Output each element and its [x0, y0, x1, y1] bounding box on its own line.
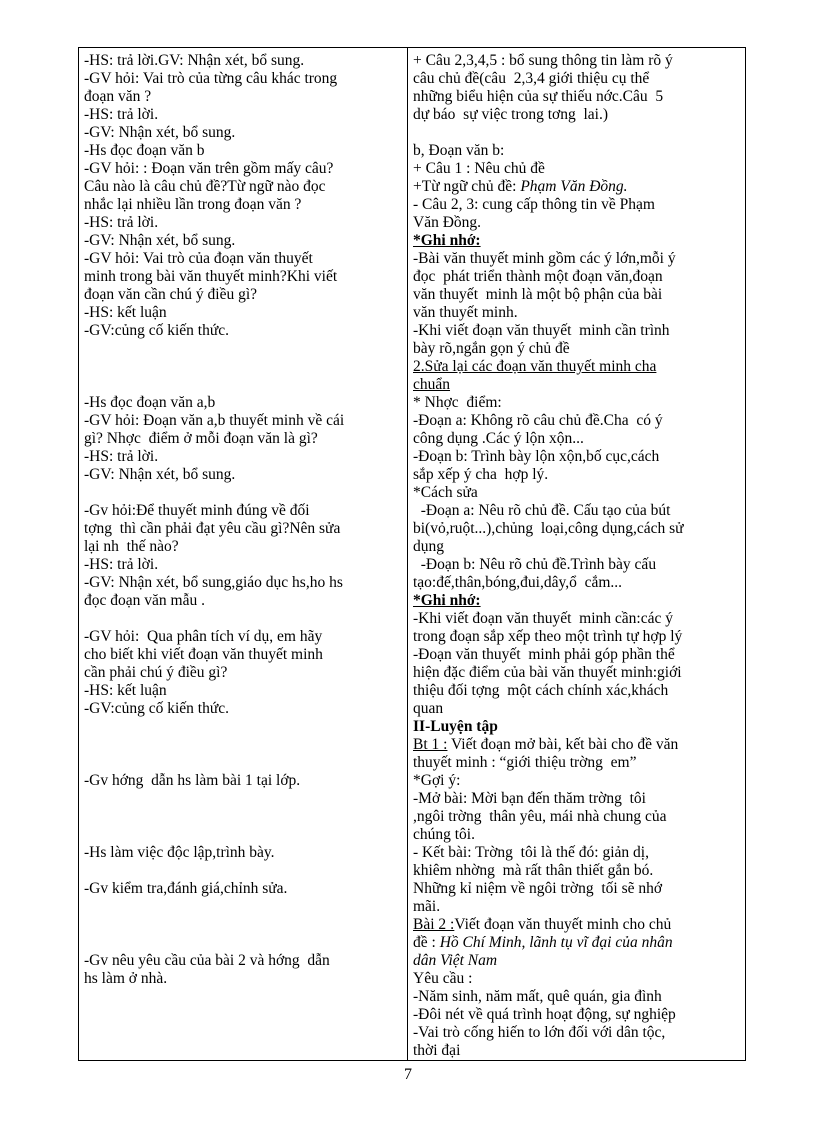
text-line: -Đoạn văn thuyết minh phải góp phần thể — [413, 646, 675, 663]
text-line: b, Đoạn văn b: — [413, 142, 505, 159]
text-line: -Hs đọc đoạn văn a,b — [84, 394, 216, 411]
text-line: bày rõ,ngắn gọn ý chủ đề — [413, 340, 570, 357]
text-line: minh trong bài văn thuyết minh?Khi viết — [84, 268, 338, 285]
text-line: dự báo sự việc trong tơng lai.) — [413, 106, 609, 123]
text-line: chuẩn — [413, 376, 451, 393]
text-line: -GV: Nhận xét, bổ sung. — [84, 232, 236, 249]
lesson-content-column — [413, 52, 741, 1060]
spacer — [84, 898, 402, 952]
text-line: -Khi viết đoạn văn thuyết minh cần trình — [413, 322, 670, 339]
spacer — [84, 718, 402, 772]
spacer — [413, 124, 741, 142]
text-line: dân Việt Nam — [413, 952, 498, 969]
text-line: *Gợi ý: — [413, 772, 461, 789]
text-line: chúng tôi. — [413, 826, 475, 843]
exercise-label: Bt 1 : — [413, 736, 448, 753]
text-run: đề : — [413, 934, 440, 951]
section-heading: II-Luyện tập — [413, 718, 498, 735]
text-line: -GV:củng cố kiến thức. — [84, 700, 229, 717]
text-line: + Câu 2,3,4,5 : bổ sung thông tin làm rõ ý — [413, 52, 673, 69]
text-line: đoạn văn cần chú ý điều gì? — [84, 286, 258, 303]
text-line: sắp xếp ý cha hợp lý. — [413, 466, 549, 483]
text-line: -Hs làm việc độc lập,trình bày. — [84, 844, 275, 861]
text-line: -HS: trả lời. — [84, 106, 159, 123]
text-line: hiện đặc điểm của bài văn thuyết minh:giới — [413, 664, 682, 681]
text-line: câu chủ đề(câu 2,3,4 giới thiệu cụ thể — [413, 70, 650, 87]
text-line: -Năm sinh, năm mất, quê quán, gia đình — [413, 988, 662, 1005]
text-line: hs làm ở nhà. — [84, 970, 168, 987]
text-line: -Gv hỏi:Để thuyết minh đúng về đối — [84, 502, 310, 519]
text-line: mãi. — [413, 898, 441, 915]
spacer — [84, 340, 402, 394]
text-line — [413, 178, 741, 196]
text-line: -GV: Nhận xét, bổ sung,giáo dục hs,ho hs — [84, 574, 343, 591]
text-line: -HS: trả lời. — [84, 214, 159, 231]
text-line — [413, 736, 741, 754]
text-line: bi(vỏ,ruột...),chủng loại,công dụng,cách sử — [413, 520, 684, 537]
text-line: Câu nào là câu chủ đề?Từ ngữ nào đọc — [84, 178, 326, 195]
text-line: -HS: trả lời.GV: Nhận xét, bổ sung. — [84, 52, 305, 69]
text-line: thiệu đối tợng một cách chính xác,khách — [413, 682, 669, 699]
text-line — [413, 916, 741, 934]
text-line: đọc phát triển thành một đoạn văn,đoạn — [413, 268, 663, 285]
text-line: -GV hỏi: Qua phân tích ví dụ, em hãy — [84, 628, 323, 645]
page-number: 7 — [404, 1066, 412, 1083]
text-run: Viết đoạn văn thuyết minh cho chủ — [454, 916, 672, 933]
text-run: Viết đoạn mở bài, kết bài cho đề văn — [447, 736, 679, 753]
spacer — [84, 610, 402, 628]
text-line: -GV:củng cố kiến thức. — [84, 322, 229, 339]
text-line: -GV hỏi: : Đoạn văn trên gồm mấy câu? — [84, 160, 334, 177]
text-line: -GV hỏi: Đoạn văn a,b thuyết minh về cái — [84, 412, 345, 429]
text-line: tợng thì cần phải đạt yêu cầu gì?Nên sửa — [84, 520, 341, 537]
teacher-student-activities-column — [84, 52, 402, 988]
text-line: những biểu hiện của sự thiếu nớc.Câu 5 — [413, 88, 664, 105]
text-line: *Cách sửa — [413, 484, 478, 501]
text-line: -Đoạn a: Không rõ câu chủ đề.Cha có ý — [413, 412, 663, 429]
text-line: -Đoạn b: Nêu rõ chủ đề.Trình bày cấu — [413, 556, 657, 573]
text-line: -Gv kiểm tra,đánh giá,chỉnh sửa. — [84, 880, 288, 897]
text-line: -Gv nêu yêu cầu của bài 2 và hớng dẫn — [84, 952, 330, 969]
text-line: Những kỉ niệm về ngôi trờng tối sẽ nhớ — [413, 880, 663, 897]
spacer — [84, 862, 402, 880]
text-run: +Từ ngữ chủ đề: — [413, 178, 521, 195]
text-line: Yêu cầu : — [413, 970, 473, 987]
text-line: -HS: trả lời. — [84, 556, 159, 573]
text-line: văn thuyết minh. — [413, 304, 518, 321]
text-line: trong đoạn sắp xếp theo một trình tự hợp lý — [413, 628, 683, 645]
text-line: cho biết khi viết đoạn văn thuyết minh — [84, 646, 323, 663]
text-line: tạo:đế,thân,bóng,đui,dây,ổ cắm... — [413, 574, 623, 591]
text-line: -HS: kết luận — [84, 304, 167, 321]
text-line: đoạn văn ? — [84, 88, 152, 105]
text-line: -Bài văn thuyết minh gồm các ý lớn,mỗi ý — [413, 250, 676, 267]
text-line: văn thuyết minh là một bộ phận của bài — [413, 286, 663, 303]
italic-run: Phạm Văn Đồng. — [520, 178, 628, 195]
text-line: -Khi viết đoạn văn thuyết minh cần:các ý — [413, 610, 673, 627]
text-line: - Kết bài: Trờng tôi là thế đó: giản dị, — [413, 844, 649, 861]
section-heading: *Ghi nhớ: — [413, 592, 481, 609]
text-line: + Câu 1 : Nêu chủ đề — [413, 160, 545, 177]
text-line: -Đôi nét về quá trình hoạt động, sự nghiệp — [413, 1006, 676, 1023]
text-line: -HS: trả lời. — [84, 448, 159, 465]
text-line: Văn Đồng. — [413, 214, 482, 231]
text-line: -Đoạn b: Trình bày lộn xộn,bố cục,cách — [413, 448, 660, 465]
text-line: dụng — [413, 538, 444, 555]
text-line: khiêm nhờng mà rất thân thiết gắn bó. — [413, 862, 654, 879]
text-line: -GV: Nhận xét, bổ sung. — [84, 124, 236, 141]
text-line: - Câu 2, 3: cung cấp thông tin về Phạm — [413, 196, 655, 213]
text-line: quan — [413, 700, 444, 717]
text-line: 2.Sửa lại các đoạn văn thuyết minh cha — [413, 358, 657, 375]
text-line: -Đoạn a: Nêu rõ chủ đề. Cấu tạo của bút — [413, 502, 671, 519]
text-line: cần phải chú ý điều gì? — [84, 664, 228, 681]
spacer — [84, 790, 402, 844]
text-line: -Vai trò cống hiến to lớn đối với dân tộc, — [413, 1024, 666, 1041]
section-heading: *Ghi nhớ: — [413, 232, 481, 249]
text-line: thời đại — [413, 1042, 461, 1059]
italic-run: Hồ Chí Minh, lãnh tụ vĩ đại của nhân — [439, 934, 673, 951]
text-line: -HS: kết luận — [84, 682, 167, 699]
text-line — [413, 934, 741, 952]
text-line: nhắc lại nhiều lần trong đoạn văn ? — [84, 196, 302, 213]
text-line: -GV: Nhận xét, bổ sung. — [84, 466, 236, 483]
exercise-label: Bài 2 : — [413, 916, 455, 933]
text-line: thuyết minh : “giới thiệu trờng em” — [413, 754, 637, 771]
text-line: ,ngôi trờng thân yêu, mái nhà chung của — [413, 808, 667, 825]
spacer — [84, 484, 402, 502]
text-line: -Hs đọc đoạn văn b — [84, 142, 205, 159]
text-line: -GV hỏi: Vai trò của đoạn văn thuyết — [84, 250, 313, 267]
text-line: -Mở bài: Mời bạn đến thăm trờng tôi — [413, 790, 646, 807]
text-line: * Nhợc điểm: — [413, 394, 502, 411]
text-line: -GV hỏi: Vai trò của từng câu khác trong — [84, 70, 338, 87]
text-line: công dụng .Các ý lộn xộn... — [413, 430, 584, 447]
text-line: đọc đoạn văn mẫu . — [84, 592, 205, 609]
column-divider — [407, 47, 408, 1061]
text-line: -Gv hớng dẫn hs làm bài 1 tại lớp. — [84, 772, 301, 789]
text-line: gì? Nhợc điểm ở mỗi đoạn văn là gì? — [84, 430, 318, 447]
text-line: lại nh thế nào? — [84, 538, 179, 555]
